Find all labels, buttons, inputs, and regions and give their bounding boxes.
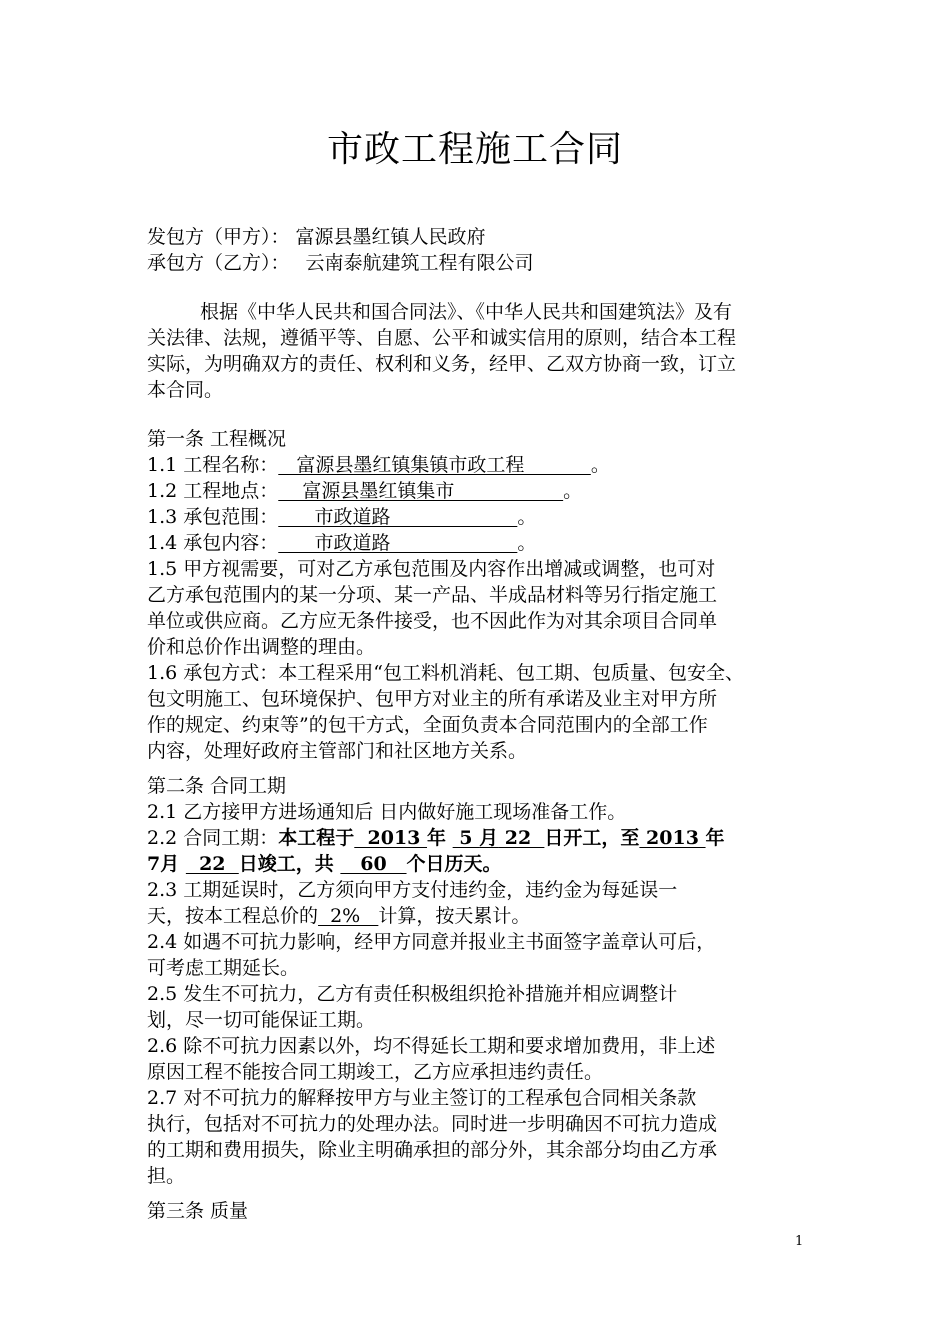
clause-1-5-line: 乙方承包范围内的某一分项、某一产品、半成品材料等另行指定施工: [147, 584, 718, 606]
employer-name: 富源县墨红镇人民政府: [295, 226, 486, 248]
start-day: 22: [498, 827, 545, 849]
clause-1-6-line: 内容，处理好政府主管部门和社区地方关系。: [147, 740, 528, 762]
field-content: [147, 530, 827, 556]
preamble-line: 本合同。: [147, 379, 224, 401]
clause-1-6-line: 包文明施工、包环境保护、包甲方对业主的所有承诺及业主对甲方所: [147, 688, 718, 710]
preamble-line: 实际，为明确双方的责任、权利和义务，经甲、乙双方协商一致，订立: [147, 353, 737, 375]
employer-label: 发包方（甲方）：: [147, 226, 290, 248]
clause-text: 年: [427, 827, 453, 849]
clause-text: 计算，按天累计。: [378, 905, 531, 927]
article1-heading: 第一条 工程概况: [147, 428, 287, 450]
clause-2-6-line: 2.6 除不可抗力因素以外，均不得延长工期和要求增加费用，非上述: [147, 1035, 716, 1057]
end-month: 7: [147, 853, 161, 875]
field-value: 富源县墨红镇集市: [278, 480, 564, 502]
clause-2-5-line: 2.5 发生不可抗力，乙方有责任积极组织抢补措施并相应调整计: [147, 983, 678, 1005]
clause-2-5-line: 划，尽一切可能保证工期。: [147, 1009, 376, 1031]
clause-text: 个日历天。: [406, 853, 502, 875]
preamble-line: 关法律、法规，遵循平等、自愿、公平和诚实信用的原则，结合本工程: [147, 327, 737, 349]
clause-2-2-line: [147, 851, 827, 877]
clause-2-7-line: 执行，包括对不可抗力的处理办法。同时进一步明确因不可抗力造成: [147, 1113, 718, 1135]
field-value: 市政道路: [278, 532, 518, 554]
field-label: 1.3 承包范围：: [147, 506, 279, 528]
field-project-name: [147, 452, 827, 478]
clause-text: 本工程于: [278, 827, 355, 849]
contract-title: 市政工程施工合同: [326, 129, 623, 170]
start-month: 5: [452, 827, 480, 849]
clause-text: 月: [160, 853, 186, 875]
start-year: 2013: [354, 827, 428, 849]
contractor-name: 云南泰航建筑工程有限公司: [305, 252, 534, 274]
contractor-line: [147, 250, 827, 276]
contractor-label: 承包方（乙方）：: [147, 252, 290, 274]
field-value: 富源县墨红镇集镇市政工程: [278, 454, 591, 476]
field-project-location: [147, 478, 827, 504]
field-label: 1.1 工程名称：: [147, 454, 279, 476]
penalty-rate: 2%: [318, 905, 379, 927]
clause-2-4-line: 2.4 如遇不可抗力影响，经甲方同意并报业主书面签字盖章认可后，: [147, 931, 716, 953]
field-end: 。: [590, 454, 610, 476]
page-number: 1: [795, 1234, 804, 1249]
article3-heading: 第三条 质量: [147, 1200, 249, 1222]
clause-1-5-line: 1.5 甲方视需要，可对乙方承包范围及内容作出增减或调整，也可对: [147, 558, 716, 580]
article2-heading: 第二条 合同工期: [147, 775, 287, 797]
total-days: 60: [340, 853, 407, 875]
clause-text: 日开工，至: [544, 827, 640, 849]
clause-text: 日竣工，共: [238, 853, 341, 875]
clause-2-4-line: 可考虑工期延长。: [147, 957, 300, 979]
field-end: 。: [563, 480, 583, 502]
field-end: 。: [517, 532, 537, 554]
clause-text: 天，按本工程总价的: [147, 905, 319, 927]
field-scope: [147, 504, 827, 530]
clause-2-3-line: 2.3 工期延误时，乙方须向甲方支付违约金，违约金为每延误一: [147, 879, 678, 901]
clause-2-7-line: 担。: [147, 1165, 186, 1187]
field-value: 市政道路: [278, 506, 518, 528]
field-label: 1.4 承包内容：: [147, 532, 279, 554]
end-day: 22: [185, 853, 239, 875]
clause-1-6-line: 作的规定、约束等”的包干方式，全面负责本合同范围内的全部工作: [147, 714, 708, 736]
clause-text: 年: [705, 827, 725, 849]
clause-2-3-line: [147, 903, 827, 929]
clause-label: 2.2 合同工期：: [147, 827, 279, 849]
clause-1-5-line: 价和总价作出调整的理由。: [147, 636, 376, 658]
clause-2-7-line: 2.7 对不可抗力的解释按甲方与业主签订的工程承包合同相关条款: [147, 1087, 697, 1109]
field-label: 1.2 工程地点：: [147, 480, 279, 502]
clause-1-5-line: 单位或供应商。乙方应无条件接受，也不因此作为对其余项目合同单: [147, 610, 718, 632]
clause-2-6-line: 原因工程不能按合同工期竣工，乙方应承担违约责任。: [147, 1061, 604, 1083]
clause-text: 月: [479, 827, 499, 849]
preamble-line: 根据《中华人民共和国合同法》、《中华人民共和国建筑法》及有: [200, 301, 733, 323]
field-end: 。: [517, 506, 537, 528]
clause-2-7-line: 的工期和费用损失，除业主明确承担的部分外，其余部分均由乙方承: [147, 1139, 718, 1161]
end-year: 2013: [639, 827, 706, 849]
clause-1-6-line: 1.6 承包方式：本工程采用“包工料机消耗、包工期、包质量、包安全、: [147, 662, 744, 684]
clause-2-2-line: [147, 825, 827, 851]
employer-line: [147, 224, 827, 250]
clause-2-1: 2.1 乙方接甲方进场通知后 日内做好施工现场准备工作。: [147, 801, 627, 823]
